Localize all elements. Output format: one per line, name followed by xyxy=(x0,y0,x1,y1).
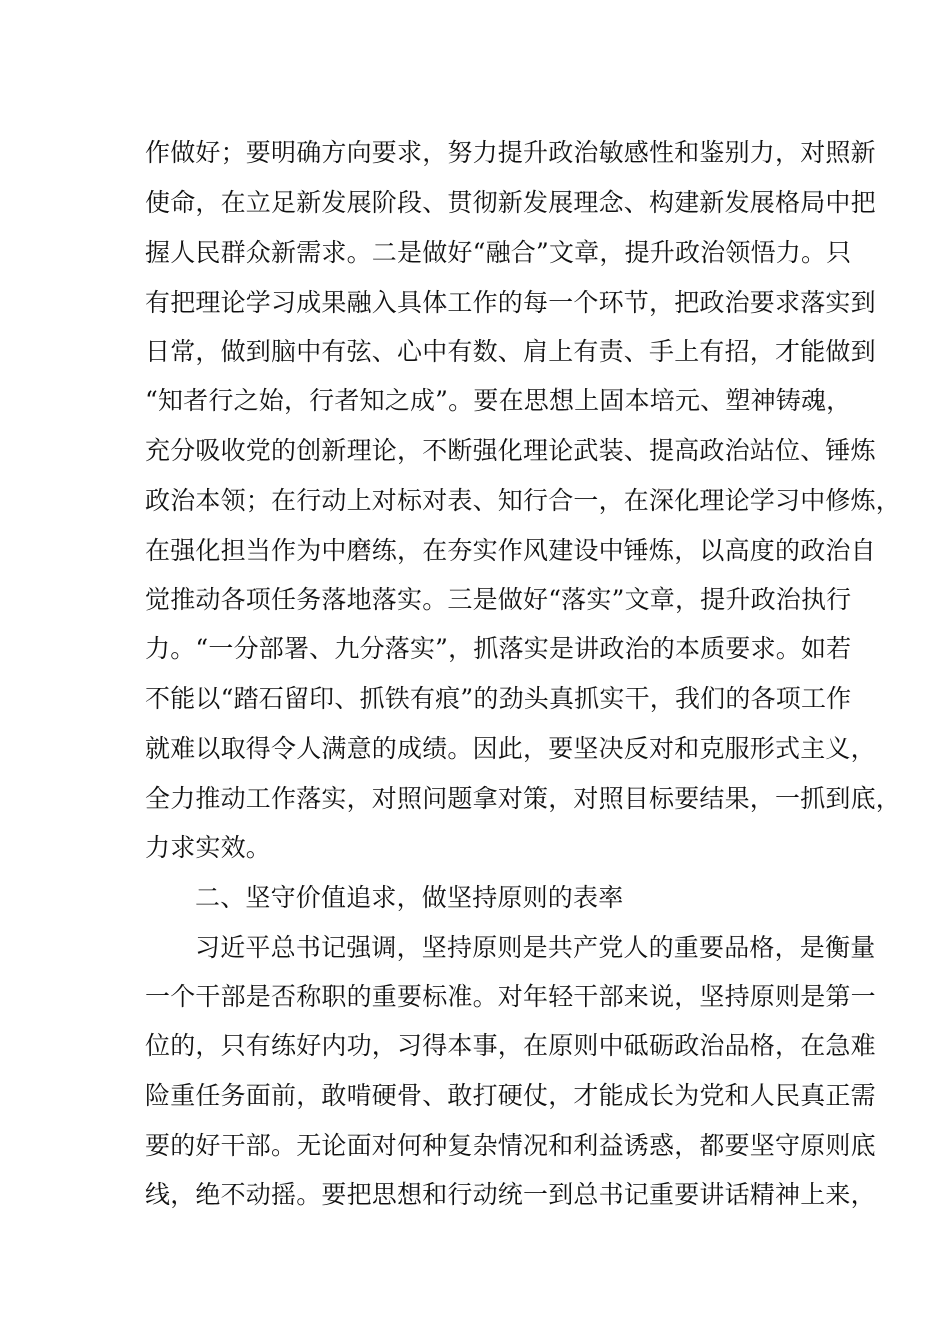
paragraph-first-line: 习近平总书记强调，坚持原则是共产党人的重要品格，是衡量 xyxy=(195,933,876,962)
text-line: 在强化担当作为中磨练，在夯实作风建设中锤炼，以高度的政治自 xyxy=(145,536,876,565)
text-line: 日常，做到脑中有弦、心中有数、肩上有责、手上有招，才能做到 xyxy=(145,337,876,366)
section-heading: 二、坚守价值追求，做坚持原则的表率 xyxy=(195,883,624,912)
text-line: 觉推动各项任务落地落实。三是做好“落实”文章，提升政治执行 xyxy=(145,585,852,614)
text-line: 一个干部是否称职的重要标准。对年轻干部来说，坚持原则是第一 xyxy=(145,982,876,1011)
text-line: 力。“一分部署、九分落实”，抓落实是讲政治的本质要求。如若 xyxy=(145,634,852,663)
text-line: 力求实效。 xyxy=(145,833,272,862)
text-line: 位的，只有练好内功，习得本事，在原则中砥砺政治品格，在急难 xyxy=(145,1031,876,1060)
text-line: 险重任务面前，敢啃硬骨、敢打硬仗，才能成长为党和人民真正需 xyxy=(145,1081,876,1110)
text-line: “知者行之始，行者知之成”。要在思想上固本培元、塑神铸魂， xyxy=(145,386,852,415)
text-line: 线，绝不动摇。要把思想和行动统一到总书记重要讲话精神上来， xyxy=(145,1180,876,1209)
text-line: 全力推动工作落实，对照问题拿对策，对照目标要结果，一抓到底， xyxy=(145,784,902,813)
text-line: 作做好；要明确方向要求，努力提升政治敏感性和鉴别力，对照新 xyxy=(145,138,876,167)
text-line: 不能以“踏石留印、抓铁有痕”的劲头真抓实干，我们的各项工作 xyxy=(145,684,852,713)
text-line: 握人民群众新需求。二是做好“融合”文章，提升政治领悟力。只 xyxy=(145,238,852,267)
text-line: 要的好干部。无论面对何种复杂情况和利益诱惑，都要坚守原则底 xyxy=(145,1131,876,1160)
text-line: 充分吸收党的创新理论，不断强化理论武装、提高政治站位、锤炼 xyxy=(145,436,876,465)
text-line: 使命，在立足新发展阶段、贯彻新发展理念、构建新发展格局中把 xyxy=(145,188,876,217)
text-line: 政治本领；在行动上对标对表、知行合一，在深化理论学习中修炼， xyxy=(145,486,902,515)
text-line: 就难以取得令人满意的成绩。因此，要坚决反对和克服形式主义， xyxy=(145,734,876,763)
text-line: 有把理论学习成果融入具体工作的每一个环节，把政治要求落实到 xyxy=(145,288,876,317)
